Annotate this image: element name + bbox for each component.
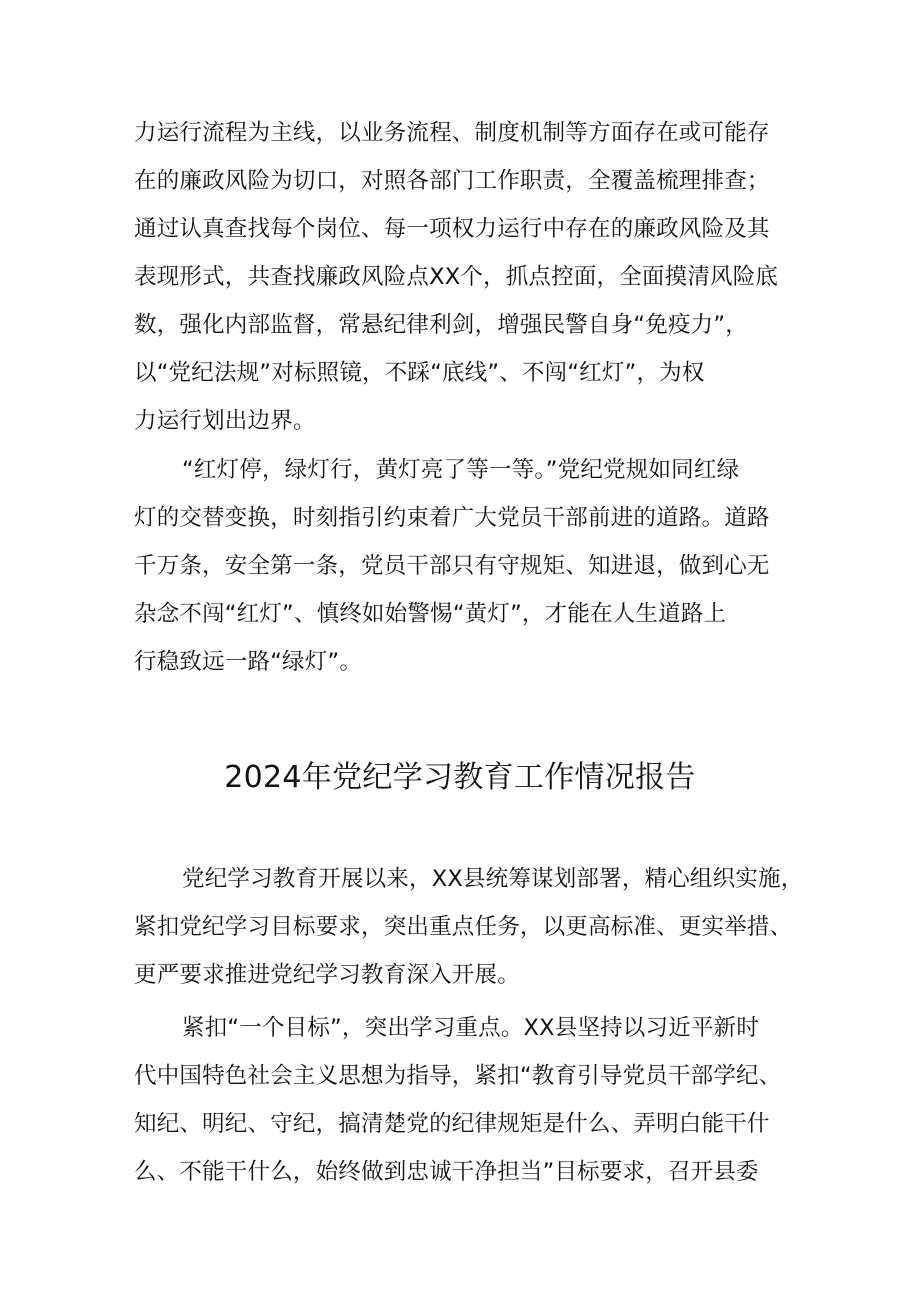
report-title: 2024年党纪学习教育工作情况报告 xyxy=(224,760,696,795)
text-line: 数，强化内部监督，常悬纪律利剑，增强民警自身“免疫力”， xyxy=(134,312,748,338)
text-line: 党纪学习教育开展以来，XX县统筹谋划部署，精心组织实施， xyxy=(182,866,804,892)
text-line: 力运行流程为主线，以业务流程、制度机制等方面存在或可能存 xyxy=(134,120,770,146)
text-line: 表现形式，共查找廉政风险点XX个，抓点控面，全面摸清风险底 xyxy=(134,264,779,290)
paragraph-one-goal xyxy=(134,1004,794,1196)
text-line: 行稳致远一路“绿灯”。 xyxy=(134,649,363,675)
text-line: 灯的交替变换，时刻指引约束着广大党员干部前进的道路。道路 xyxy=(134,505,770,531)
paragraph-report-intro xyxy=(134,855,804,999)
text-line: 以“党纪法规”对标照镜，不踩“底线”、不闯“红灯”，为权 xyxy=(134,360,705,386)
text-line: 在的廉政风险为切口，对照各部门工作职责，全覆盖梳理排查； xyxy=(134,168,770,194)
text-line: 千万条，安全第一条，党员干部只有守规矩、知进退，做到心无 xyxy=(134,553,770,579)
paragraph-traffic-light xyxy=(134,446,794,686)
text-line: 紧扣党纪学习目标要求，突出重点任务，以更高标准、更实举措、 xyxy=(134,914,793,940)
text-line: 杂念不闯“红灯”、慎终如始警惕“黄灯”，才能在人生道路上 xyxy=(134,601,727,627)
text-line: 紧扣“一个目标”，突出学习重点。XX县坚持以习近平新时 xyxy=(182,1015,760,1041)
text-line: 知纪、明纪、守纪，搞清楚党的纪律规矩是什么、弄明白能干什 xyxy=(134,1111,770,1137)
text-line: 么、不能干什么，始终做到忠诚干净担当”目标要求，召开县委 xyxy=(134,1159,759,1185)
paragraph-integrity-risk xyxy=(134,109,794,445)
text-line: 更严要求推进党纪学习教育深入开展。 xyxy=(134,962,520,988)
text-line: 通过认真查找每个岗位、每一项权力运行中存在的廉政风险及其 xyxy=(134,216,770,242)
text-line: 力运行划出边界。 xyxy=(134,408,316,434)
text-line: 代中国特色社会主义思想为指导，紧扣“教育引导党员干部学纪、 xyxy=(134,1063,782,1089)
text-line: “红灯停，绿灯行，黄灯亮了等一等。”党纪党规如同红绿 xyxy=(182,457,740,483)
